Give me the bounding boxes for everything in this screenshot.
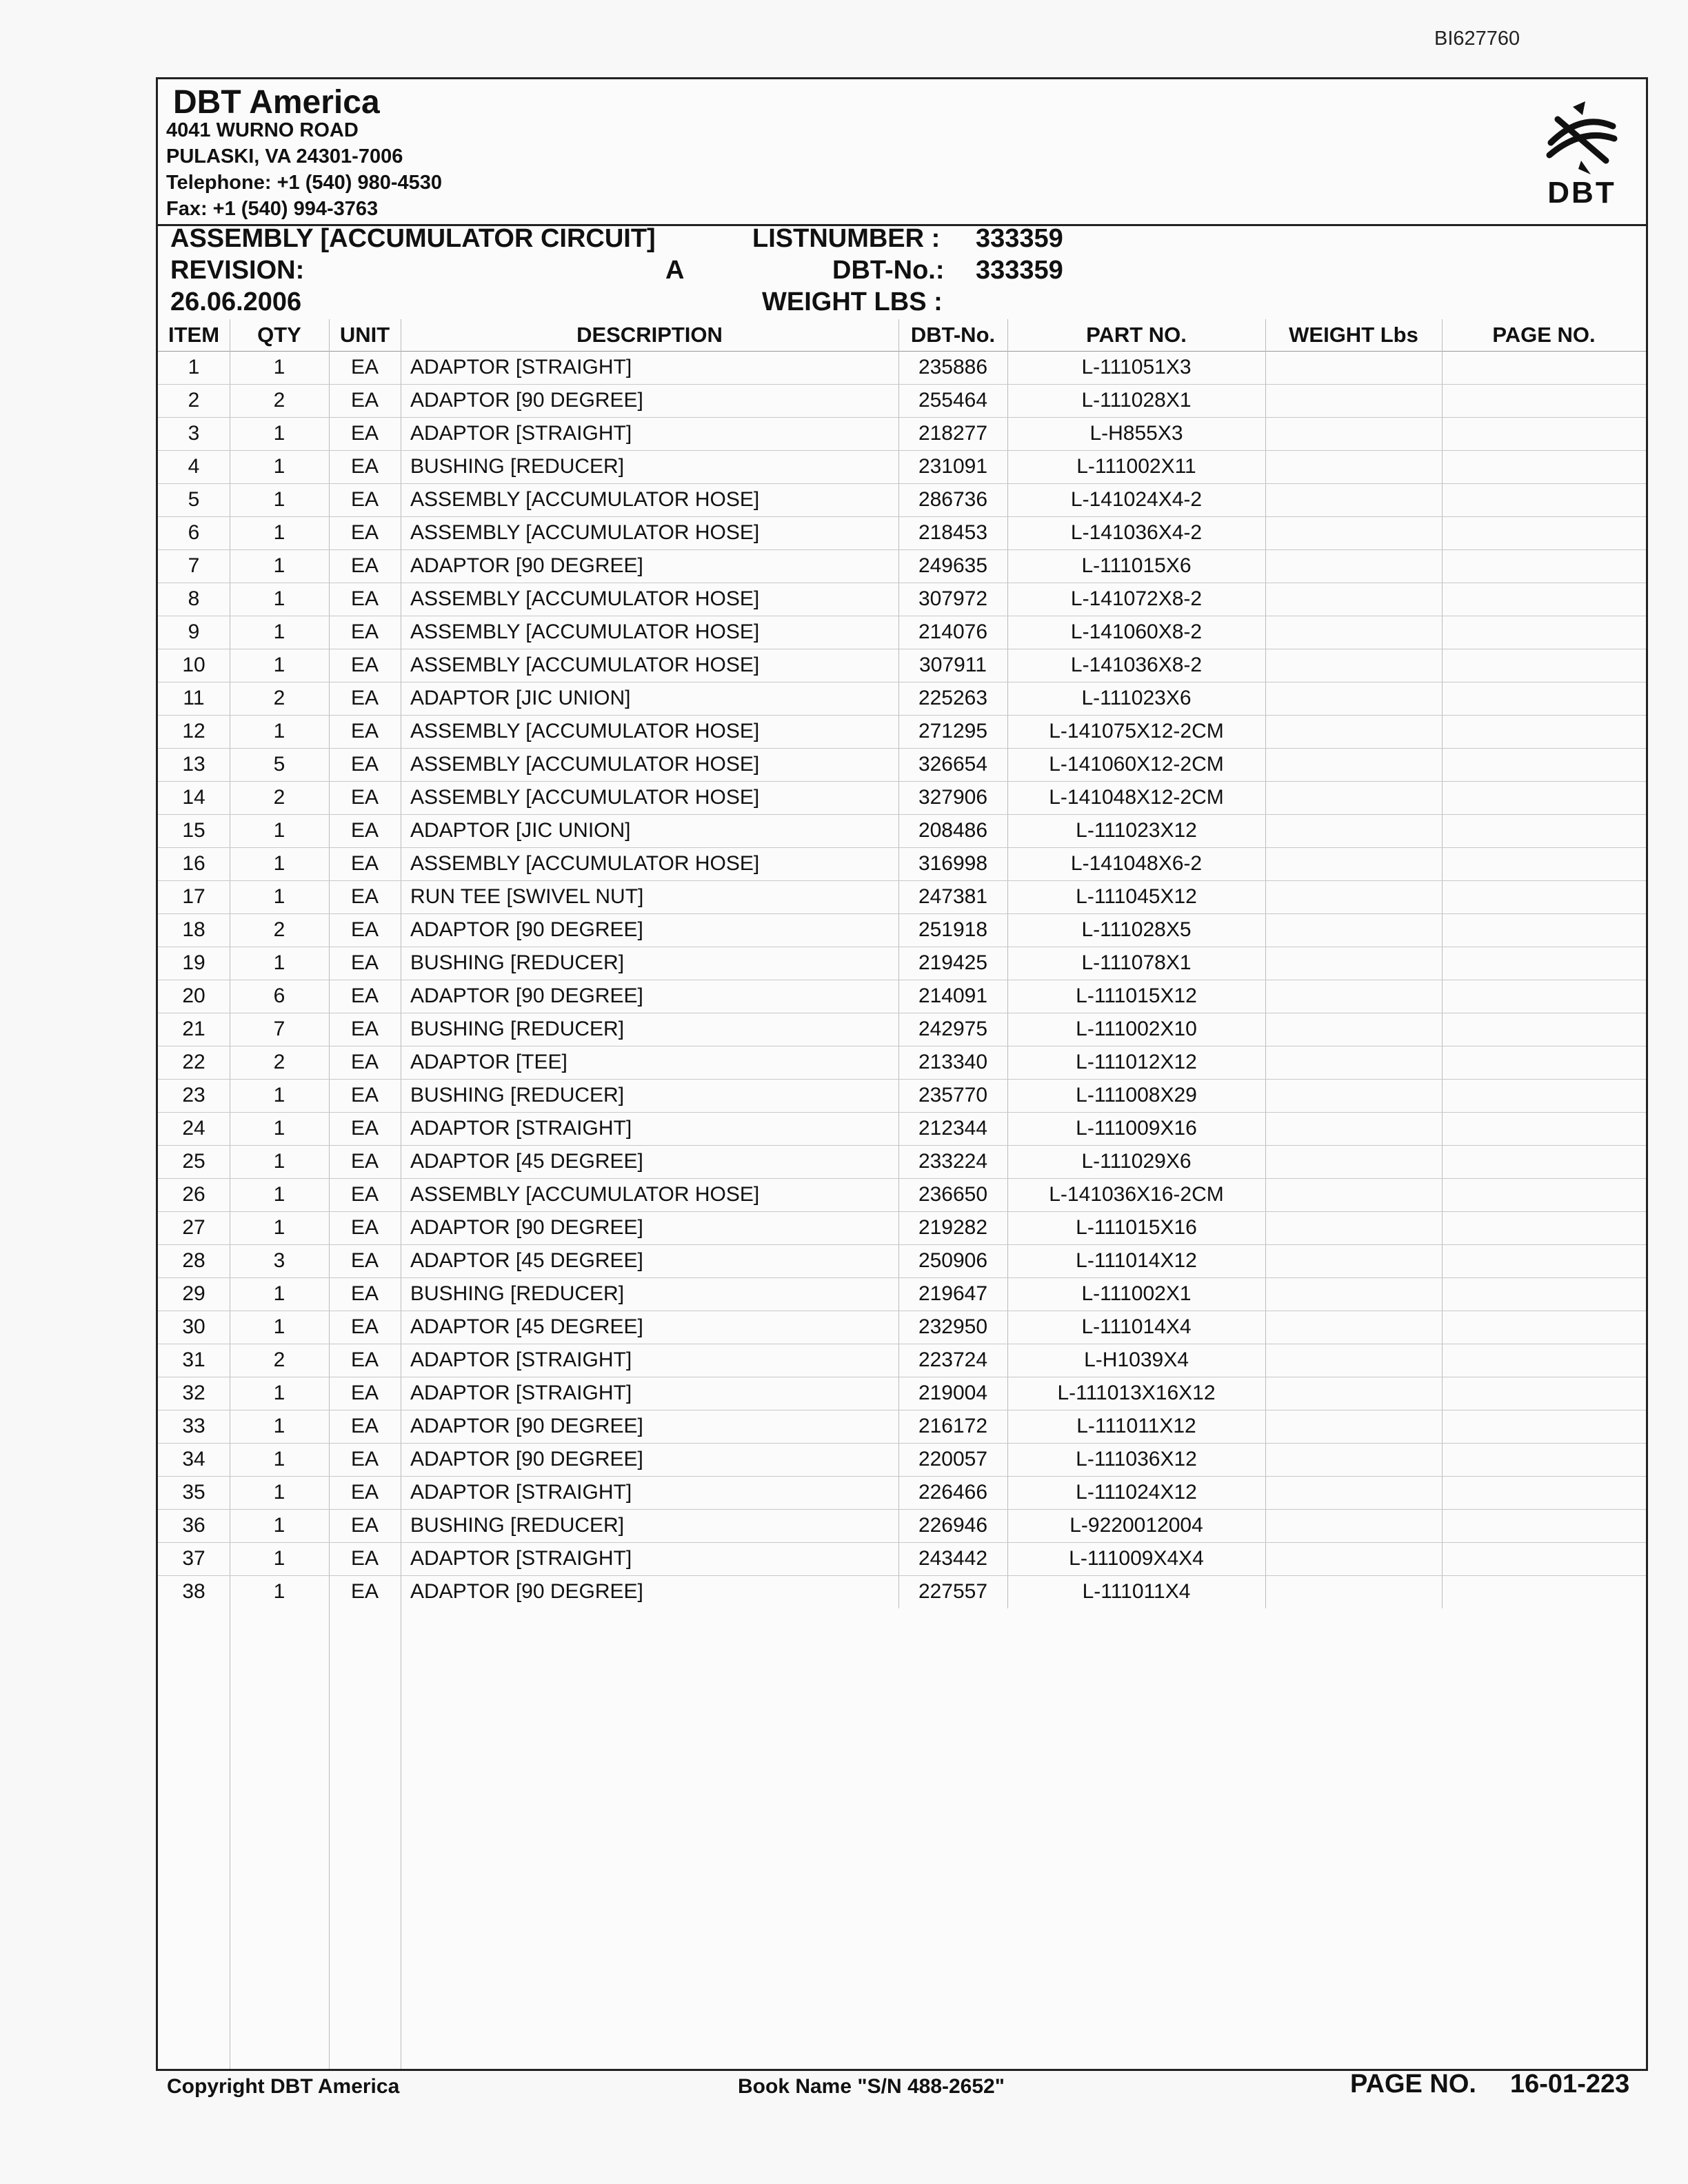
cell-part-no: L-111036X12 — [1076, 1448, 1197, 1470]
telephone: Telephone: +1 (540) 980-4530 — [166, 172, 443, 194]
cell-description: ADAPTOR [90 DEGREE] — [410, 918, 643, 941]
cell-part-no: L-141036X8-2 — [1070, 654, 1203, 676]
cell-description: ADAPTOR [STRAIGHT] — [410, 1481, 632, 1504]
cell-description: ADAPTOR [STRAIGHT] — [410, 1348, 632, 1371]
listnumber-label: LISTNUMBER : — [752, 224, 941, 253]
cell-item: 23 — [182, 1084, 205, 1106]
cell-qty: 1 — [273, 720, 285, 742]
cell-part-no: L-111015X6 — [1081, 554, 1192, 577]
cell-description: ADAPTOR [TEE] — [410, 1051, 567, 1073]
cell-dbt-no: 231091 — [918, 455, 988, 478]
cell-description: ADAPTOR [STRAIGHT] — [410, 356, 632, 378]
column-header-part-no: PART NO. — [1086, 323, 1187, 347]
cell-unit: EA — [350, 1348, 379, 1371]
cell-description: ASSEMBLY [ACCUMULATOR HOSE] — [410, 753, 760, 776]
cell-description: ADAPTOR [90 DEGREE] — [410, 1415, 643, 1437]
cell-unit: EA — [350, 1150, 379, 1173]
cell-dbt-no: 233224 — [918, 1150, 988, 1173]
cell-unit: EA — [350, 654, 379, 676]
cell-qty: 2 — [273, 1348, 285, 1371]
cell-qty: 2 — [273, 687, 285, 709]
cell-description: ADAPTOR [45 DEGREE] — [410, 1249, 643, 1272]
cell-qty: 2 — [273, 786, 285, 809]
cell-qty: 2 — [273, 918, 285, 941]
cell-item: 32 — [182, 1382, 205, 1404]
cell-item: 19 — [182, 951, 205, 974]
cell-unit: EA — [350, 521, 379, 544]
cell-dbt-no: 223724 — [918, 1348, 988, 1371]
cell-part-no: L-111002X11 — [1076, 455, 1196, 478]
cell-unit: EA — [350, 1315, 379, 1338]
cell-unit: EA — [350, 1547, 379, 1570]
cell-qty: 1 — [273, 587, 285, 610]
cell-qty: 1 — [273, 488, 285, 511]
cell-part-no: L-111023X6 — [1081, 687, 1192, 709]
cell-qty: 1 — [273, 422, 285, 445]
cell-unit: EA — [350, 620, 379, 643]
cell-description: ADAPTOR [90 DEGREE] — [410, 1216, 643, 1239]
cell-unit: EA — [350, 422, 379, 445]
cell-item: 25 — [182, 1150, 205, 1173]
cell-qty: 1 — [273, 521, 285, 544]
cell-item: 28 — [182, 1249, 205, 1272]
cell-part-no: L-111002X1 — [1081, 1282, 1192, 1305]
cell-unit: EA — [350, 1117, 379, 1140]
cell-qty: 1 — [273, 1415, 285, 1437]
cell-dbt-no: 326654 — [918, 753, 988, 776]
cell-part-no: L-111012X12 — [1076, 1051, 1197, 1073]
cell-description: ADAPTOR [90 DEGREE] — [410, 389, 643, 412]
cell-item: 11 — [183, 687, 205, 709]
assembly-title: ASSEMBLY [ACCUMULATOR CIRCUIT] — [170, 224, 656, 253]
cell-dbt-no: 249635 — [918, 554, 988, 577]
cell-dbt-no: 214091 — [918, 984, 988, 1007]
cell-dbt-no: 213340 — [918, 1051, 988, 1073]
cell-item: 18 — [182, 918, 205, 941]
cell-dbt-no: 235770 — [918, 1084, 988, 1106]
cell-dbt-no: 236650 — [918, 1183, 988, 1206]
cell-description: BUSHING [REDUCER] — [410, 951, 625, 974]
cell-description: ADAPTOR [90 DEGREE] — [410, 554, 643, 577]
copyright: Copyright DBT America — [167, 2075, 400, 2098]
cell-qty: 1 — [273, 356, 285, 378]
cell-item: 8 — [188, 587, 200, 610]
cell-qty: 1 — [273, 1448, 285, 1470]
cell-qty: 1 — [273, 620, 285, 643]
cell-qty: 1 — [273, 1382, 285, 1404]
cell-unit: EA — [350, 1415, 379, 1437]
cell-qty: 1 — [273, 1580, 285, 1603]
cell-item: 13 — [182, 753, 205, 776]
cell-part-no: L-111028X5 — [1081, 918, 1192, 941]
cell-description: ADAPTOR [STRAIGHT] — [410, 1547, 632, 1570]
cell-part-no: L-111023X12 — [1076, 819, 1197, 842]
cell-part-no: L-H855X3 — [1089, 422, 1183, 445]
cell-item: 36 — [182, 1514, 205, 1537]
cell-dbt-no: 218277 — [918, 422, 988, 445]
cell-description: RUN TEE [SWIVEL NUT] — [410, 885, 644, 908]
cell-item: 35 — [182, 1481, 205, 1504]
cell-part-no: L-141048X6-2 — [1070, 852, 1203, 875]
cell-qty: 7 — [273, 1018, 285, 1040]
cell-unit: EA — [350, 1249, 379, 1272]
cell-qty: 3 — [273, 1249, 285, 1272]
company-name: DBT America — [173, 84, 380, 121]
list-date: 26.06.2006 — [170, 287, 302, 316]
revision-value: A — [665, 256, 685, 285]
cell-item: 7 — [188, 554, 200, 577]
cell-part-no: L-111009X16 — [1076, 1117, 1197, 1140]
cell-qty: 1 — [273, 1117, 285, 1140]
cell-unit: EA — [350, 554, 379, 577]
cell-dbt-no: 307911 — [919, 654, 987, 676]
cell-item: 33 — [182, 1415, 205, 1437]
cell-description: ADAPTOR [45 DEGREE] — [410, 1150, 643, 1173]
dbt-number-label: DBT-No.: — [832, 256, 945, 285]
cell-qty: 1 — [273, 1216, 285, 1239]
cell-item: 16 — [182, 852, 205, 875]
page-number: 16-01-223 — [1510, 2070, 1630, 2099]
cell-description: ADAPTOR [90 DEGREE] — [410, 1448, 643, 1470]
cell-item: 29 — [182, 1282, 205, 1305]
cell-qty: 1 — [273, 1547, 285, 1570]
cell-item: 12 — [182, 720, 205, 742]
cell-qty: 5 — [273, 753, 285, 776]
cell-unit: EA — [350, 819, 379, 842]
weight-label: WEIGHT LBS : — [762, 287, 943, 316]
address-line-1: 4041 WURNO ROAD — [166, 119, 359, 141]
cell-item: 3 — [188, 422, 200, 445]
cell-unit: EA — [350, 1448, 379, 1470]
cell-unit: EA — [350, 587, 379, 610]
cell-dbt-no: 220057 — [918, 1448, 988, 1470]
cell-qty: 1 — [273, 1481, 285, 1504]
cell-description: ADAPTOR [90 DEGREE] — [410, 1580, 643, 1603]
column-header-unit: UNIT — [339, 323, 390, 347]
cell-dbt-no: 316998 — [918, 852, 988, 875]
cell-item: 14 — [182, 786, 205, 809]
cell-dbt-no: 227557 — [918, 1580, 988, 1603]
cell-dbt-no: 247381 — [918, 885, 988, 908]
dbt-number-value: 333359 — [976, 256, 1063, 285]
cell-description: ASSEMBLY [ACCUMULATOR HOSE] — [410, 587, 760, 610]
cell-dbt-no: 226946 — [918, 1514, 988, 1537]
cell-description: ASSEMBLY [ACCUMULATOR HOSE] — [410, 720, 760, 742]
cell-description: ADAPTOR [STRAIGHT] — [410, 1382, 632, 1404]
cell-unit: EA — [350, 1216, 379, 1239]
cell-item: 34 — [182, 1448, 205, 1470]
column-header-weight-lbs: WEIGHT Lbs — [1289, 323, 1418, 347]
parts-list-sheet — [156, 77, 1648, 2071]
cell-item: 37 — [182, 1547, 205, 1570]
cell-dbt-no: 212344 — [918, 1117, 988, 1140]
cell-dbt-no: 242975 — [918, 1018, 988, 1040]
cell-unit: EA — [350, 488, 379, 511]
cell-description: ASSEMBLY [ACCUMULATOR HOSE] — [410, 1183, 760, 1206]
cell-item: 10 — [182, 654, 205, 676]
cell-dbt-no: 232950 — [918, 1315, 988, 1338]
company-header — [158, 79, 1646, 226]
fax: Fax: +1 (540) 994-3763 — [166, 198, 379, 220]
cell-part-no: L-111024X12 — [1076, 1481, 1197, 1504]
cell-unit: EA — [350, 1018, 379, 1040]
cell-unit: EA — [350, 786, 379, 809]
cell-description: ASSEMBLY [ACCUMULATOR HOSE] — [410, 786, 760, 809]
cell-part-no: L-141060X8-2 — [1070, 620, 1203, 643]
cell-description: BUSHING [REDUCER] — [410, 1282, 625, 1305]
dbt-logo — [1537, 100, 1627, 210]
column-header-dbt-no: DBT-No. — [910, 323, 996, 347]
cell-description: ADAPTOR [45 DEGREE] — [410, 1315, 643, 1338]
cell-unit: EA — [350, 984, 379, 1007]
cell-part-no: L-141060X12-2CM — [1049, 753, 1224, 776]
cell-qty: 2 — [273, 389, 285, 412]
book-name: Book Name "S/N 488-2652" — [738, 2075, 1005, 2098]
cell-qty: 1 — [273, 1282, 285, 1305]
column-header-item: ITEM — [168, 323, 220, 347]
cell-unit: EA — [350, 1382, 379, 1404]
cell-dbt-no: 226466 — [918, 1481, 988, 1504]
cell-part-no: L-111029X6 — [1081, 1150, 1192, 1173]
cell-part-no: L-141036X4-2 — [1070, 521, 1203, 544]
cell-description: BUSHING [REDUCER] — [410, 1018, 625, 1040]
column-divider — [1265, 319, 1266, 1608]
cell-item: 30 — [182, 1315, 205, 1338]
cell-part-no: L-141048X12-2CM — [1049, 786, 1224, 809]
cell-part-no: L-111014X4 — [1081, 1315, 1192, 1338]
cell-item: 6 — [188, 521, 200, 544]
cell-dbt-no: 250906 — [918, 1249, 988, 1272]
cell-part-no: L-111051X3 — [1081, 356, 1192, 378]
cell-qty: 1 — [273, 1514, 285, 1537]
cell-part-no: L-141075X12-2CM — [1049, 720, 1224, 742]
cell-item: 5 — [188, 488, 200, 511]
cell-item: 31 — [182, 1348, 205, 1371]
cell-description: BUSHING [REDUCER] — [410, 455, 625, 478]
cell-unit: EA — [350, 951, 379, 974]
cell-unit: EA — [350, 356, 379, 378]
cell-item: 15 — [182, 819, 205, 842]
cell-qty: 1 — [273, 1084, 285, 1106]
cell-qty: 6 — [273, 984, 285, 1007]
cell-dbt-no: 214076 — [918, 620, 988, 643]
cell-qty: 2 — [273, 1051, 285, 1073]
cell-description: ASSEMBLY [ACCUMULATOR HOSE] — [410, 852, 760, 875]
cell-part-no: L-111002X10 — [1076, 1018, 1197, 1040]
page-label: PAGE NO. — [1350, 2070, 1476, 2099]
cell-unit: EA — [350, 753, 379, 776]
cell-dbt-no: 251918 — [918, 918, 988, 941]
cell-description: ADAPTOR [STRAIGHT] — [410, 422, 632, 445]
cell-item: 27 — [182, 1216, 205, 1239]
cell-qty: 1 — [273, 554, 285, 577]
cell-item: 17 — [182, 885, 205, 908]
cell-unit: EA — [350, 1282, 379, 1305]
column-header-description: DESCRIPTION — [576, 323, 723, 347]
dbt-logo-icon — [1537, 100, 1627, 176]
cell-description: ASSEMBLY [ACCUMULATOR HOSE] — [410, 620, 760, 643]
cell-item: 4 — [188, 455, 200, 478]
cell-description: ADAPTOR [STRAIGHT] — [410, 1117, 632, 1140]
document-id: BI627760 — [1434, 28, 1520, 50]
cell-unit: EA — [350, 1183, 379, 1206]
cell-part-no: L-111009X4X4 — [1069, 1547, 1204, 1570]
cell-dbt-no: 255464 — [918, 389, 988, 412]
column-header-page-no: PAGE NO. — [1492, 323, 1596, 347]
cell-unit: EA — [350, 1481, 379, 1504]
cell-dbt-no: 219004 — [918, 1382, 988, 1404]
cell-part-no: L-111011X12 — [1076, 1415, 1196, 1437]
cell-description: ADAPTOR [JIC UNION] — [410, 819, 631, 842]
cell-part-no: L-111078X1 — [1081, 951, 1192, 974]
cell-qty: 1 — [273, 885, 285, 908]
cell-description: ASSEMBLY [ACCUMULATOR HOSE] — [410, 521, 760, 544]
cell-description: BUSHING [REDUCER] — [410, 1514, 625, 1537]
cell-item: 2 — [188, 389, 200, 412]
cell-item: 22 — [182, 1051, 205, 1073]
column-divider — [1442, 319, 1443, 1608]
cell-unit: EA — [350, 885, 379, 908]
cell-part-no: L-111011X4 — [1082, 1580, 1191, 1603]
cell-part-no: L-9220012004 — [1069, 1514, 1203, 1537]
cell-unit: EA — [350, 1084, 379, 1106]
cell-dbt-no: 243442 — [918, 1547, 988, 1570]
cell-unit: EA — [350, 1580, 379, 1603]
cell-unit: EA — [350, 852, 379, 875]
cell-qty: 1 — [273, 455, 285, 478]
cell-description: BUSHING [REDUCER] — [410, 1084, 625, 1106]
cell-dbt-no: 327906 — [918, 786, 988, 809]
cell-qty: 1 — [273, 951, 285, 974]
cell-part-no: L-111045X12 — [1076, 885, 1197, 908]
cell-qty: 1 — [273, 1183, 285, 1206]
cell-description: ASSEMBLY [ACCUMULATOR HOSE] — [410, 488, 760, 511]
cell-item: 20 — [182, 984, 205, 1007]
cell-dbt-no: 218453 — [918, 521, 988, 544]
cell-unit: EA — [350, 918, 379, 941]
cell-item: 26 — [182, 1183, 205, 1206]
cell-item: 1 — [188, 356, 200, 378]
cell-part-no: L-111028X1 — [1081, 389, 1192, 412]
cell-part-no: L-111014X12 — [1076, 1249, 1197, 1272]
revision-label: REVISION: — [170, 256, 305, 285]
cell-item: 21 — [182, 1018, 205, 1040]
cell-part-no: L-H1039X4 — [1084, 1348, 1189, 1371]
cell-part-no: L-141072X8-2 — [1070, 587, 1203, 610]
cell-item: 24 — [182, 1117, 205, 1140]
cell-part-no: L-111013X16X12 — [1057, 1382, 1216, 1404]
cell-part-no: L-141024X4-2 — [1070, 488, 1203, 511]
cell-description: ADAPTOR [90 DEGREE] — [410, 984, 643, 1007]
cell-part-no: L-111015X16 — [1076, 1216, 1197, 1239]
address-line-2: PULASKI, VA 24301-7006 — [166, 145, 403, 168]
cell-item: 9 — [188, 620, 200, 643]
column-header-qty: QTY — [257, 323, 301, 347]
logo-text: DBT — [1547, 176, 1616, 210]
cell-dbt-no: 225263 — [918, 687, 988, 709]
cell-dbt-no: 219425 — [918, 951, 988, 974]
cell-part-no: L-111008X29 — [1076, 1084, 1197, 1106]
cell-unit: EA — [350, 389, 379, 412]
cell-part-no: L-111015X12 — [1076, 984, 1197, 1007]
cell-dbt-no: 286736 — [918, 488, 988, 511]
cell-dbt-no: 216172 — [918, 1415, 988, 1437]
cell-dbt-no: 219647 — [918, 1282, 988, 1305]
cell-description: ASSEMBLY [ACCUMULATOR HOSE] — [410, 654, 760, 676]
cell-qty: 1 — [273, 1315, 285, 1338]
cell-qty: 1 — [273, 852, 285, 875]
cell-dbt-no: 307972 — [918, 587, 988, 610]
cell-qty: 1 — [273, 819, 285, 842]
cell-qty: 1 — [273, 654, 285, 676]
cell-unit: EA — [350, 1051, 379, 1073]
cell-dbt-no: 208486 — [918, 819, 988, 842]
cell-dbt-no: 235886 — [918, 356, 988, 378]
cell-dbt-no: 271295 — [918, 720, 988, 742]
cell-description: ADAPTOR [JIC UNION] — [410, 687, 631, 709]
cell-unit: EA — [350, 455, 379, 478]
cell-item: 38 — [182, 1580, 205, 1603]
cell-unit: EA — [350, 1514, 379, 1537]
listnumber-value: 333359 — [976, 224, 1063, 253]
cell-qty: 1 — [273, 1150, 285, 1173]
cell-unit: EA — [350, 687, 379, 709]
cell-unit: EA — [350, 720, 379, 742]
cell-part-no: L-141036X16-2CM — [1049, 1183, 1224, 1206]
cell-dbt-no: 219282 — [918, 1216, 988, 1239]
